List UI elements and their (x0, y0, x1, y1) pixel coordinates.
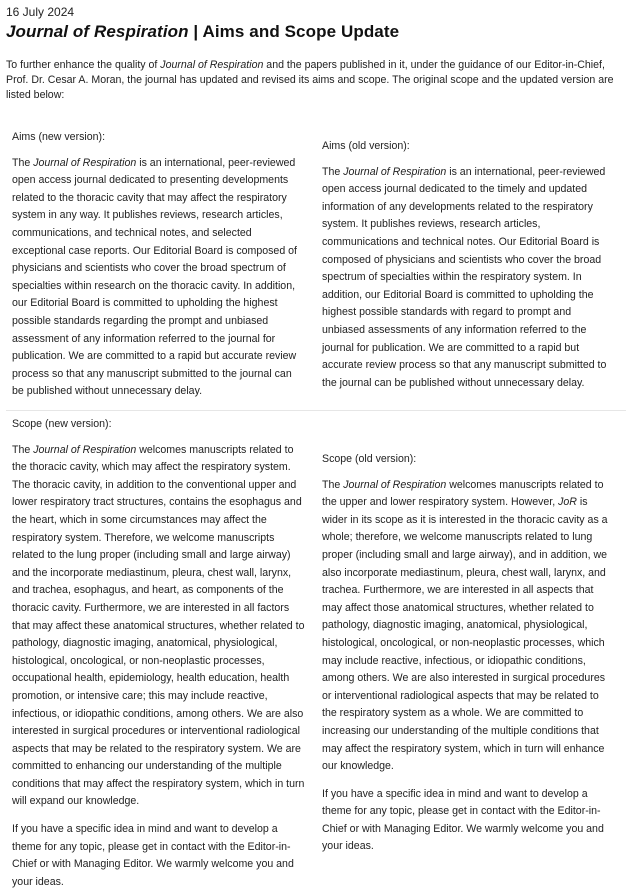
scope-new-section (12, 416, 306, 891)
intro-text-start: To further enhance the quality of (6, 59, 161, 71)
scope-old-abbrev: JoR (558, 496, 577, 509)
intro-text-end: and the papers published in it, under the guidance of our Editor-in-Chief, Prof. Dr. Cesar A. Moran, the journal has updated and revised its aims and scope. The original scope and the updated version are listed below: (6, 59, 614, 101)
aims-old-heading: Aims (old version): (322, 140, 410, 152)
aims-old-journal-name: Journal of Respiration (343, 165, 447, 178)
scope-new-journal-name: Journal of Respiration (33, 443, 137, 456)
scope-old-text: The Journal of Respiration welcomes manuscripts related to the upper and lower respiratory system. However, JoR is wider in its scope as it is interested in the thoracic cavity as a whole; therefore, we welcome manuscripts related to lung proper (including small and large airway), and in addition, we also incorporate mediastinum, pleura, chest wall, larynx, and trachea. Furthermore, we are interested in all aspects that may affect those anatomical structures, whether related to pathology, diagnostic imaging, anatomical, physiological, histological, oncological, or non-neoplastic processes, which may include reactive, infectious, or idiopathic conditions, among others. We are also interested in surgical procedures or interventional radiological aspects that may be related to the respiratory system as a whole. We are committed to increasing our understanding of the multiple conditions that may affect the respiratory system, which in turn will enhance our knowledge. (322, 478, 608, 773)
aims-old-section (322, 138, 614, 392)
scope-old-journal-name: Journal of Respiration (343, 478, 447, 491)
intro-paragraph (6, 58, 628, 103)
scope-old-section (322, 451, 614, 856)
article-date: 16 July 2024 (6, 5, 75, 19)
scope-new-contact: If you have a specific idea in mind and want to develop a theme for any topic, please get in contact with the Editor-in-Chief or with Managing Editor. We warmly welcome you and your ideas. (12, 823, 294, 888)
scope-old-contact: If you have a specific idea in mind and want to develop a theme for any topic, please get in contact with the Editor-in-Chief or with Managing Editor. We warmly welcome you and your ideas. (322, 787, 604, 853)
scope-new-text: The Journal of Respiration welcomes manuscripts related to the thoracic cavity, which may affect the respiratory system. The thoracic cavity, in addition to the conventional upper and lower respiratory tract structures, contains the esophagus and the heart, which in some circumstances may affect the respiratory system. Therefore, we welcome manuscripts related to the lung proper (including small and large airway) and the incorporate mediastinum, pleura, chest wall, larynx, and trachea, esophagus, and heart, as components of the thoracic cavity. Furthermore, we are interested in all factors that may affect these anatomical structures, whether related to pathology, diagnostic imaging, anatomical, physiological, histological, oncological, or non-neoplastic processes, occupational health, epidemiology, health education, health promotion, or intensive care; this may include reactive, infectious, or idiopathic conditions, among others. We are also interested in surgical procedures or interventional radiological aspects that may be related to the respiratory system. We are committed to enhancing our understanding of the multiple conditions that may affect the respiratory system, which in turn will expand our knowledge. (12, 443, 305, 808)
aims-old-text: The Journal of Respiration is an international, peer-reviewed open access journal dedicated to the timely and updated information of any developments related to the respiratory system. It publishes reviews, research articles, communications and technical notes. Our Editorial Board is composed of physicians and scientists who cover the broad spectrum of specialties within the respiratory system. In addition, our Editorial Board is committed to upholding the highest possible standards with regard to prompt and unbiased assessments of any information referred to the journal for publication. We are committed to a rapid but accurate review process so that any manuscript submitted to the journal can be published without unnecessary delay. (322, 165, 607, 389)
title-suffix: | Aims and Scope Update (188, 22, 400, 41)
aims-new-journal-name: Journal of Respiration (33, 156, 137, 169)
title-journal-name: Journal of Respiration (6, 22, 189, 41)
aims-new-heading: Aims (new version): (12, 131, 106, 143)
scope-old-heading: Scope (old version): (322, 453, 417, 465)
aims-new-text: The Journal of Respiration is an international, peer-reviewed open access journal dedicated to presenting developments related to the thoracic cavity that may affect the respiratory system in any way. It publishes reviews, research articles, communications, and technical notes, and selected exceptional case reports. Our Editorial Board is composed of physicians and scientists who cover the broad spectrum of specialties within research on the thoracic cavity. In addition, our Editorial Board is committed to upholding the highest possible standards regarding the prompt and unbiased assessment of any information referred to the journal for publication. We are committed to a rapid but accurate review process so that any manuscript submitted to the journal can be published without unnecessary delay. (12, 156, 297, 398)
scope-new-heading: Scope (new version): (12, 418, 112, 430)
article-title (6, 22, 399, 42)
intro-journal-name: Journal of Respiration (160, 59, 264, 71)
section-divider (6, 410, 626, 411)
aims-new-section (12, 129, 306, 401)
